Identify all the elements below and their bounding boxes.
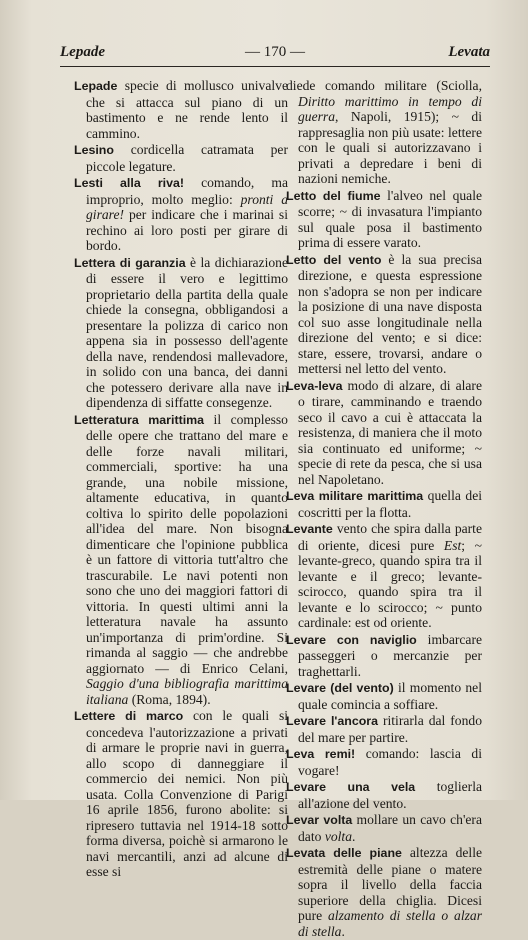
entry-term: Levare l'ancora — [286, 714, 378, 728]
entry-body: altezza delle estremità delle piane o matere sopra il livello della faccia superiore della chiglia. Dicesi pure — [298, 845, 482, 923]
entry-body-continued: . — [352, 828, 356, 844]
entry-term: Levare con naviglio — [286, 632, 417, 647]
entry-term: Lettere di marco — [74, 709, 184, 723]
entry-term: Letto del fiume — [286, 188, 381, 203]
header-rule — [60, 66, 490, 67]
dictionary-entry — [74, 412, 288, 708]
entry-term: Letto del vento — [286, 252, 382, 267]
entry-body: mollare un cavo ch'era dato — [298, 812, 482, 844]
entry-body: comando, ma improprio, molto meglio: — [86, 175, 288, 207]
entry-body: modo di alzare, di alare o tirare, camminando e traendo seco il cavo a cui è attaccata la resistenza, di maniera che il moto sia continuato ed uniforme; ~ specie di rete da pesca, che si usa nel Napoletano. — [298, 377, 482, 487]
entry-term: Levare una vela — [286, 780, 416, 794]
entry-term: Leva remi! — [286, 747, 356, 761]
dictionary-entry — [286, 521, 482, 631]
entry-body: specie di mollusco univalve che si attacca sul piano di un bastimento e ne rende lento il cammino. — [86, 78, 288, 141]
dictionary-entry — [286, 746, 482, 778]
entry-italic: pronti a girare! — [86, 191, 288, 222]
dictionary-entry — [74, 255, 288, 411]
dictionary-entry — [286, 680, 482, 712]
entry-body: ritirarla dal fondo del mare per partire. — [298, 713, 482, 745]
entry-italic: Saggio d'una bibliografia marittima italiana — [86, 676, 288, 707]
entry-term: Lettera di garanzia — [74, 255, 186, 270]
entry-body: il complesso delle opere che trattano del mare e delle forze navali militari, commerciali, sportive: ha una grande, una nobile missione, altamente educativa, in quanto coltiva lo spirito delle popolazioni all'idea del mare. Non bisogna dimenticare che l'opinione pubblica è un fattore di vittoria tutt'altro che trascurabile. Le navi potenti non sono che uno dei maggiori fattori di vittoria. In questi ultimi anni la letteratura navale ha assunto un'importanza di prim'ordine. Si rimanda al saggio — che andrebbe aggiornato — di Enrico Celani, — [86, 411, 288, 676]
page-number: — 170 — — [245, 44, 305, 60]
entry-body: cordicella catramata per piccole legature. — [86, 142, 288, 174]
dictionary-entry — [286, 378, 482, 488]
entry-body: toglierla all'azione del vento. — [298, 779, 483, 811]
entry-body-continued: . — [341, 923, 345, 939]
entry-body: vento che spira dalla parte di oriente, dicesi pure — [298, 521, 482, 553]
entry-term: Lepade — [74, 79, 118, 93]
entry-term: Levata delle piane — [286, 846, 402, 860]
left-column — [74, 78, 288, 881]
entry-term: Leva-leva — [286, 378, 343, 393]
entry-body-continued: (Roma, 1894). — [128, 691, 211, 707]
entry-body: è la sua precisa direzione, e questa espressione non s'adopra se non per indicare la posizione di una nave disposta col suo asse longitudinale nella direzione del vento; e si dice: stare, essere, trovarsi, andare o mettersi nel letto del vento. — [298, 251, 482, 376]
entry-body-continued: ; ~ levante-greco, quando spira tra il levante e il greco; levante-scirocco, quando spira tra il levante e lo scirocco; ~ punto cardinale: est od oriente. — [298, 537, 483, 630]
entry-body: diede comando militare (Sciolla, — [286, 78, 482, 93]
dictionary-entry — [286, 632, 482, 680]
entry-body: è la dichiarazione di essere il vero e legittimo proprietario della partita della quale chiede la consegna, obbligandosi a presentare la polizza di carico non appena sia in possesso dell'agente della nave, rendendosi mallevadore, in solido con una banca, dei danni che potessero derivare alla nave in dipendenza di siffatte consegenze. — [86, 254, 288, 410]
dictionary-entry — [74, 78, 288, 141]
entry-term: Letteratura marittima — [74, 412, 205, 427]
header-left-word: Lepade — [60, 44, 105, 60]
entry-body: il momento nel quale comincia a soffiare. — [298, 680, 482, 712]
dictionary-entry — [286, 252, 482, 377]
dictionary-entry — [286, 779, 482, 811]
entry-term: Levante — [286, 522, 333, 536]
entry-term: Leva militare marittima — [286, 489, 424, 503]
dictionary-entry — [286, 188, 482, 251]
entry-italic: Diritto marittimo in tempo di guerra — [298, 93, 482, 124]
entry-body: quella dei coscritti per la flotta. — [298, 488, 483, 520]
dictionary-entry — [286, 488, 482, 520]
entry-body-continued: per indicare che i marinai si rechino ai loro posti per girare di bordo. — [86, 207, 288, 253]
entry-body: comando: lascia di vogare! — [298, 746, 482, 778]
entry-term: Lesti alla riva! — [74, 176, 184, 190]
entry-term: Lesino — [74, 143, 114, 157]
entry-italic: alzamento di stella o alzar di stella — [298, 908, 482, 939]
entry-italic: Est — [443, 537, 462, 553]
dictionary-entry — [74, 175, 288, 254]
entry-body: imbarcare passeggeri o mercanzie per traghettarli. — [298, 631, 483, 679]
right-column — [286, 78, 482, 940]
header-right-word: Levata — [448, 44, 490, 60]
dictionary-entry — [74, 708, 288, 880]
entry-body: con le quali si concedeva l'autorizzazione a privati di armare le proprie navi in guerra, allo scopo di danneggiare il commercio dei nemici. Non più usata. Colla Convenzione di Parigi 16 aprile 1856, furono abolite: si ripresero tuttavia nel 1914-18 sotto forma diversa, poichè si armarono le navi mercantili, anzi ad alcune di esse si — [86, 708, 289, 879]
entry-term: Levar volta — [286, 813, 353, 827]
dictionary-entry — [286, 78, 482, 187]
dictionary-entry — [286, 845, 482, 939]
entry-body-continued: , Napoli, 1915); ~ di rappresaglia non più usate: lettere con le quali si autorizzavano i privati a depredare i beni di nazioni nemiche. — [298, 109, 482, 186]
entry-italic: volta — [324, 828, 352, 844]
running-header — [60, 44, 490, 66]
dictionary-entry — [286, 812, 482, 844]
entry-term: Levare (del vento) — [286, 681, 394, 695]
dictionary-entry — [286, 713, 482, 745]
dictionary-entry — [74, 142, 288, 174]
entry-body: l'alveo nel quale scorre; ~ di invasatura l'impianto sul quale posa il bastimento prima di essere varato. — [298, 187, 483, 250]
